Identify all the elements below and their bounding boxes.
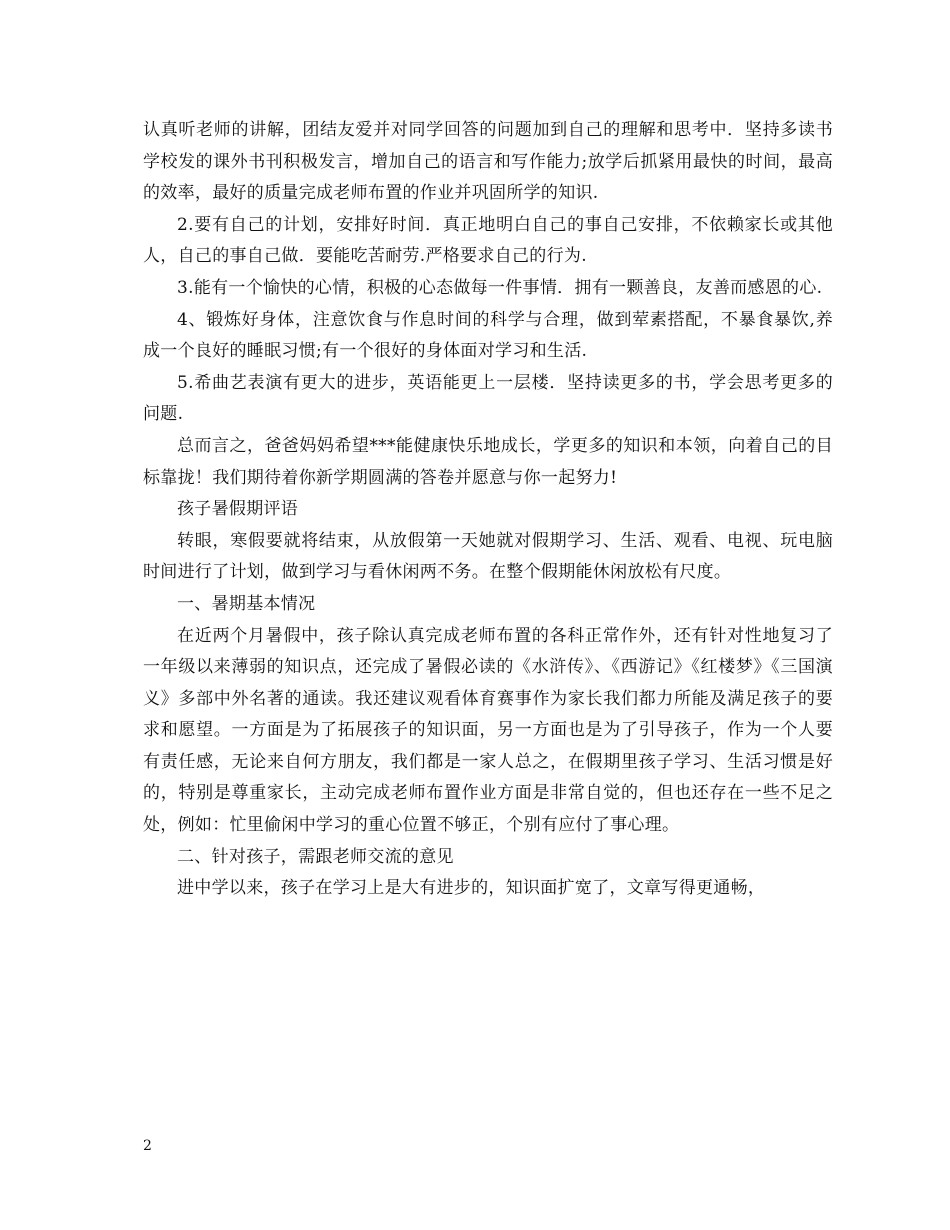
paragraph: 4、锻炼好身体，注意饮食与作息时间的科学与合理，做到荤素搭配，不暴食暴饮,养成一个良好的睡眠习惯;有一个很好的身体面对学习和生活. (143, 309, 833, 362)
paragraph: 3.能有一个愉快的心情，积极的心态做每一件事情．拥有一颗善良，友善而感恩的心. (177, 277, 823, 298)
document-body (143, 115, 833, 905)
paragraph: 在近两个月暑假中，孩子除认真完成老师布置的各科正常作外，还有针对性地复习了一年级以来薄弱的知识点，还完成了暑假必读的《水浒传》、《西游记》《红楼梦》《三国演义》多部中外名著的通读。我还建议观看体育赛事作为家长我们都力所能及满足孩子的要求和愿望。一方面是为了拓展孩子的知识面，另一方面也是为了引导孩子，作为一个人要有责任感，无论来自何方朋友，我们都是一家人总之，在假期里孩子学习、生活习惯是好的，特别是尊重家长，主动完成老师布置作业方面是非常自觉的，但也还存在一些不足之处，例如：忙里偷闲中学习的重心位置不够正，个别有应付了事心理。 (143, 625, 833, 836)
paragraph: 转眼，寒假要就将结束，从放假第一天她就对假期学习、生活、观看、电视、玩电脑时间进行了计划，做到学习与看休闲两不务。在整个假期能休闲放松有尺度。 (143, 530, 833, 583)
paragraph: 2.要有自己的计划，安排好时间．真正地明白自己的事自己安排，不依赖家长或其他人，自己的事自己做．要能吃苦耐劳.严格要求自己的行为. (143, 214, 833, 267)
paragraph: 5.希曲艺表演有更大的进步，英语能更上一层楼．坚持读更多的书，学会思考更多的问题. (143, 372, 833, 425)
paragraph: 认真听老师的讲解，团结友爱并对同学回答的问题加到自己的理解和思考中．坚持多读书学校发的课外书刊积极发言，增加自己的语言和写作能力;放学后抓紧用最快的时间，最高的效率，最好的质量完成老师布置的作业并巩固所学的知识. (143, 120, 833, 204)
section-heading: 孩子暑假期评语 (177, 499, 299, 520)
section-heading: 二、针对孩子，需跟老师交流的意见 (177, 846, 454, 867)
section-heading: 一、暑期基本情况 (177, 593, 316, 614)
page-number: 2 (143, 1138, 152, 1154)
paragraph: 进中学以来，孩子在学习上是大有进步的，知识面扩宽了，文章写得更通畅， (177, 878, 766, 899)
paragraph: 总而言之，爸爸妈妈希望***能健康快乐地成长，学更多的知识和本领，向着自己的目标靠拢！我们期待着你新学期圆满的答卷并愿意与你一起努力! (143, 435, 833, 488)
